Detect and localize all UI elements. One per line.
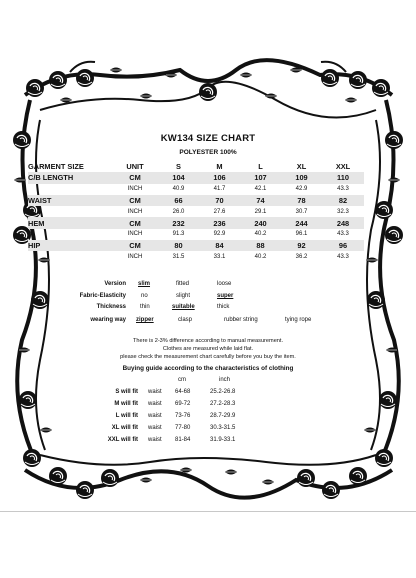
table-cell: 29.1 <box>254 208 267 215</box>
guide-part: waist <box>148 413 162 419</box>
table-cell: 78 <box>297 196 306 206</box>
size-table <box>28 161 364 263</box>
material-label: POLYESTER 100% <box>179 149 237 156</box>
guide-cm: 73-76 <box>175 413 191 419</box>
table-cell: 240 <box>254 218 267 228</box>
table-cell: 82 <box>338 196 348 206</box>
measure-label: C/B LENGTH <box>28 173 74 183</box>
guide-col-cm: cm <box>178 377 186 383</box>
table-cell: 43.3 <box>337 231 349 238</box>
table-row <box>28 206 364 217</box>
size-table-header <box>28 161 364 172</box>
table-cell: 244 <box>295 218 308 228</box>
guide-inch: 30.3-31.5 <box>210 425 236 431</box>
table-cell: 104 <box>172 173 185 183</box>
version-label: Version <box>104 281 126 287</box>
measure-label: HIP <box>28 241 41 251</box>
header-cell: XL <box>296 162 307 172</box>
table-cell: 66 <box>174 196 183 206</box>
table-cell: 36.2 <box>295 254 308 261</box>
table-cell: INCH <box>127 254 143 261</box>
guide-size: L will fit <box>115 413 138 419</box>
elasticity-label: Fabric-Elasticity <box>79 293 126 299</box>
version-option: loose <box>217 281 232 287</box>
table-cell: 40.9 <box>172 186 185 193</box>
table-cell: 30.7 <box>295 208 308 215</box>
header-cell: XXL <box>335 162 351 172</box>
elasticity-option: super <box>217 293 234 299</box>
thickness-option: suitable <box>172 304 195 310</box>
table-cell: 248 <box>336 218 350 228</box>
table-row <box>28 195 364 206</box>
guide-part: waist <box>148 401 162 407</box>
table-cell: 84 <box>215 241 224 251</box>
guide-size: XXL will fit <box>107 437 138 443</box>
wearing-option: rubber string <box>224 317 258 323</box>
guide-size: XL will fit <box>111 425 138 431</box>
guide-inch: 28.7-29.9 <box>210 413 236 419</box>
header-cell: UNIT <box>126 162 144 172</box>
buying-guide-title: Buying guide according to the characteristics of clothing <box>122 365 294 372</box>
wearing-option: clasp <box>178 317 193 323</box>
table-cell: 43.3 <box>337 254 349 261</box>
table-cell: 91.3 <box>172 231 185 238</box>
table-cell: 107 <box>254 173 267 183</box>
table-cell: 40.2 <box>254 231 267 238</box>
table-cell: 236 <box>213 218 226 228</box>
guide-part: waist <box>148 437 162 443</box>
note-line: Clothes are measured while laid flat. <box>162 346 254 352</box>
note-line: please check the measurement chart carefully before you buy the item. <box>120 354 296 360</box>
guide-part: waist <box>148 389 162 395</box>
table-cell: 92 <box>297 241 306 251</box>
table-row <box>28 240 364 251</box>
thickness-label: Thickness <box>96 304 126 310</box>
table-cell: 96.1 <box>295 231 308 238</box>
guide-size: M will fit <box>114 401 138 407</box>
table-cell: INCH <box>127 208 143 215</box>
table-row <box>28 229 364 240</box>
table-cell: 74 <box>256 196 265 206</box>
wearing-option: zipper <box>136 317 154 323</box>
table-cell: INCH <box>127 231 143 238</box>
table-cell: 27.6 <box>213 208 226 215</box>
guide-size: S will fit <box>115 389 138 395</box>
table-cell: 40.2 <box>254 254 267 261</box>
table-cell: 33.1 <box>213 254 226 261</box>
table-cell: 110 <box>337 173 349 183</box>
table-cell: 31.5 <box>172 254 185 261</box>
table-cell: INCH <box>127 186 143 193</box>
guide-cm: 64-68 <box>175 389 191 395</box>
measure-label: WAIST <box>28 196 52 206</box>
table-cell: 41.7 <box>213 186 226 193</box>
guide-cm: 69-72 <box>175 401 191 407</box>
table-cell: 80 <box>174 241 183 251</box>
note-line: There is 2-3% difference according to manual measurement. <box>132 338 284 344</box>
table-cell: 88 <box>256 241 265 251</box>
table-cell: 32.3 <box>337 208 349 215</box>
table-cell: 232 <box>172 218 185 228</box>
header-cell: GARMENT SIZE <box>28 162 84 172</box>
guide-cm: 77-80 <box>175 425 191 431</box>
header-cell: L <box>258 162 263 172</box>
table-cell: CM <box>129 218 141 228</box>
guide-part: waist <box>148 425 162 431</box>
wearing-way-label: wearing way <box>90 317 126 323</box>
table-cell: 42.1 <box>254 186 267 193</box>
page-divider <box>0 511 416 512</box>
elasticity-option: no <box>141 293 148 299</box>
wearing-option: tying rope <box>285 317 312 323</box>
header-cell: S <box>176 162 181 172</box>
guide-inch: 27.2-28.3 <box>210 401 236 407</box>
guide-inch: 31.9-33.1 <box>210 437 236 443</box>
guide-col-inch: inch <box>219 377 231 383</box>
table-row <box>28 251 364 262</box>
table-cell: 70 <box>215 196 224 206</box>
table-cell: CM <box>129 241 141 251</box>
table-cell: 43.3 <box>337 186 349 193</box>
table-cell: CM <box>129 173 141 183</box>
table-cell: CM <box>129 196 141 206</box>
table-cell: 109 <box>295 173 308 183</box>
thickness-option: thick <box>217 304 230 310</box>
table-cell: 42.9 <box>295 186 308 193</box>
measure-label: HEM <box>28 218 45 228</box>
table-row <box>28 184 364 195</box>
guide-cm: 81-84 <box>175 437 191 443</box>
header-cell: M <box>216 162 223 172</box>
table-cell: 92.9 <box>213 231 226 238</box>
guide-inch: 25.2-26.8 <box>210 389 236 395</box>
table-cell: 96 <box>338 241 348 251</box>
table-cell: 26.0 <box>172 208 185 215</box>
version-option: fitted <box>176 281 190 287</box>
version-option: slim <box>138 281 151 287</box>
thickness-option: thin <box>140 304 150 310</box>
chart-title: KW134 SIZE CHART <box>160 133 256 144</box>
table-cell: 106 <box>213 173 226 183</box>
table-row <box>28 172 364 183</box>
elasticity-option: slight <box>176 293 191 299</box>
table-row <box>28 217 364 228</box>
